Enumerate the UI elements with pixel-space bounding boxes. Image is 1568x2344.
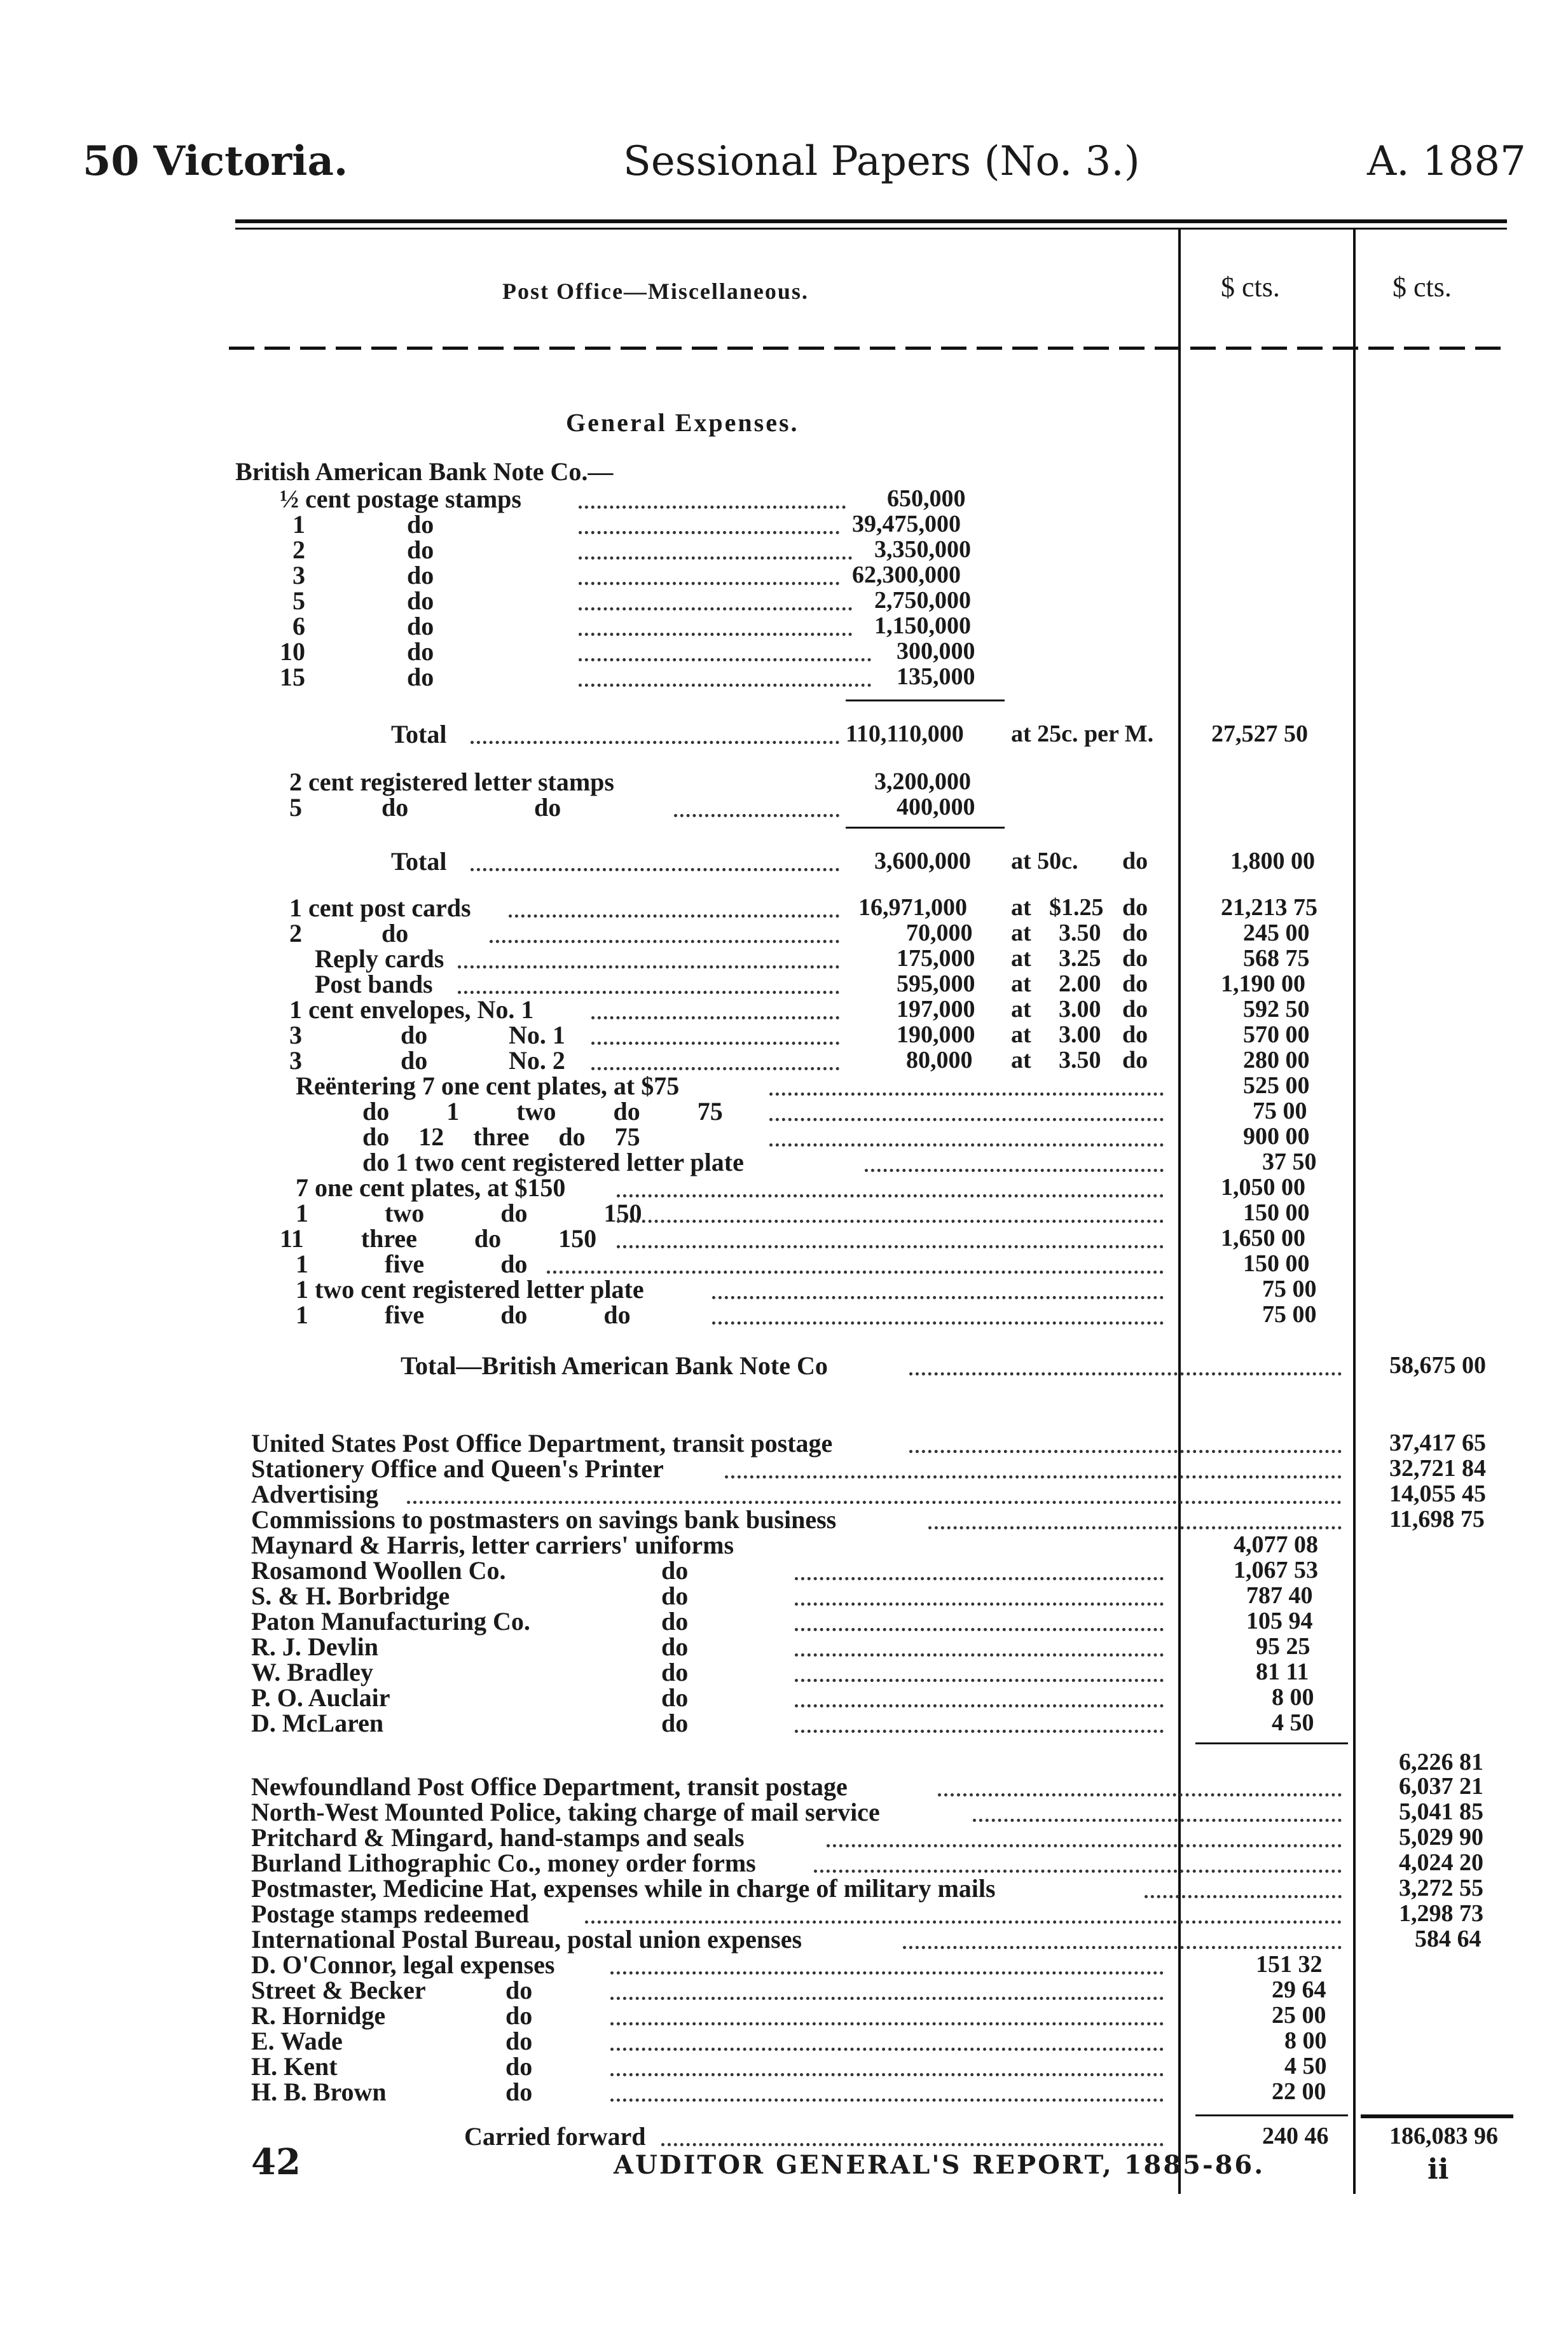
leader-dots [617,1220,1164,1223]
leader-dots [610,1997,1164,2000]
uniform-amount: 787 40 [1246,1582,1313,1609]
plate-text: 1 two cent registered letter plate [296,1275,644,1304]
plate-amount: 150 00 [1243,1199,1310,1226]
card-ditto: do [1122,1047,1148,1073]
card-rate: 2.00 [1059,970,1101,997]
uniform-amount: 8 00 [1272,1684,1314,1711]
card-ditto: do [1122,945,1148,972]
card-ditto-label: do [382,919,409,948]
stamp-label: 1 [292,510,305,539]
legal-label: R. Hornidge [251,2001,386,2030]
stamp-qty: 62,300,000 [852,562,961,588]
leader-dots [579,531,839,534]
top-rule-2 [235,228,1507,230]
stamp-qty: 1,150,000 [874,612,971,639]
plate-text: 7 one cent plates, at $150 [296,1173,566,1202]
leader-dots [579,684,871,687]
misc-amount: 3,272 55 [1399,1875,1483,1901]
legal-amount: 25 00 [1272,2002,1326,2029]
legal-label: D. O'Connor, legal expenses [251,1950,555,1979]
legal-label: H. Kent [251,2052,338,2081]
misc-label: Newfoundland Post Office Department, transit postage [251,1772,848,1801]
uniform-amount: 95 25 [1256,1633,1310,1660]
card-qty: 197,000 [897,996,975,1023]
uniform-amount: 1,067 53 [1234,1557,1318,1583]
other-amount: 37,417 65 [1389,1430,1486,1456]
footer-right: ii [1427,2153,1449,2186]
card-qty: 80,000 [906,1047,973,1073]
registered-num: 5 [289,793,302,822]
header-left: 50 Victoria. [83,137,348,185]
carried-amount-2: 186,083 96 [1389,2123,1498,2149]
plate-amount: 1,050 00 [1221,1174,1305,1201]
uniform-label: D. McLaren [251,1709,384,1737]
misc-label: North-West Mounted Police, taking charge of mail service [251,1798,880,1826]
card-ditto: do [1122,920,1148,946]
card-label: 3 [289,1021,302,1049]
card-ditto: do [1122,970,1148,997]
col1-header: $ cts. [1221,272,1280,303]
total-ditto: do [1122,848,1148,874]
leader-dots [458,965,839,969]
misc-label: Burland Lithographic Co., money order forms [251,1849,756,1877]
leader-dots [591,1016,839,1019]
other-label: Stationery Office and Queen's Printer [251,1454,664,1483]
total-amount: 1,800 00 [1230,848,1315,874]
stamp-ditto: do [407,510,434,539]
banknote-total-amount: 58,675 00 [1389,1352,1486,1379]
card-rate: 3.00 [1059,1021,1101,1048]
stamp-label: 6 [292,612,305,640]
subtotal-rule [846,700,1005,701]
stamp-qty: 3,350,000 [874,536,971,563]
carried-rule [1195,2114,1348,2116]
col1-left-border [1178,229,1181,2194]
leader-dots [903,1946,1342,1949]
legal-amount: 4 50 [1284,2053,1327,2079]
card-amount: 21,213 75 [1221,894,1317,921]
legal-label: E. Wade [251,2027,343,2055]
uniform-ditto: do [661,1582,689,1610]
leader-dots [579,607,852,610]
card-number: No. 1 [509,1021,565,1049]
plate-amount: 900 00 [1243,1123,1310,1150]
card-qty: 190,000 [897,1021,975,1048]
card-at: at [1011,920,1031,946]
uniform-label: W. Bradley [251,1658,373,1686]
leader-dots [591,1042,839,1045]
leader-dots [725,1475,1342,1479]
stamp-label: 3 [292,561,305,589]
card-ditto: do [1122,996,1148,1023]
card-ditto: do [1122,894,1148,921]
uniform-amount: 4,077 08 [1234,1531,1318,1558]
other-amount: 11,698 75 [1389,1506,1485,1533]
card-ditto-label: do [401,1046,428,1075]
other-label: Advertising [251,1480,378,1508]
legal-ditto: do [505,1976,533,2004]
card-amount: 1,190 00 [1221,970,1305,997]
leader-dots [547,1271,1164,1274]
registered-ditto: do [382,793,409,822]
uniform-label: Maynard & Harris, letter carriers' uniforms [251,1531,734,1559]
leader-dots [610,2073,1164,2076]
misc-amount: 1,298 73 [1399,1900,1483,1927]
card-label: 2 [289,919,302,948]
plate-amount: 75 00 [1262,1301,1317,1328]
total-label: Total [391,847,447,876]
stamp-label: ½ cent postage stamps [280,485,521,513]
leader-dots [407,1501,1342,1504]
leader-dots [795,1628,1164,1631]
leader-dots [509,914,839,918]
leader-dots [585,1920,1342,1924]
leader-dots [769,1093,1164,1096]
leader-dots [909,1450,1342,1453]
leader-dots [795,1653,1164,1657]
stamp-ditto: do [407,612,434,640]
card-amount: 592 50 [1243,996,1310,1023]
plate-amount: 525 00 [1243,1072,1310,1099]
carried-label: Carried forward [464,2122,646,2151]
stamp-qty: 650,000 [887,485,966,512]
misc-label: Postmaster, Medicine Hat, expenses while in charge of military mails [251,1874,996,1903]
header-under-rule [229,347,1501,350]
other-label: United States Post Office Department, transit postage [251,1429,833,1458]
misc-label: Postage stamps redeemed [251,1899,529,1928]
other-label: Commissions to postmasters on savings bank business [251,1505,837,1534]
total-rate: at 25c. per M. [1011,720,1154,747]
card-label: 3 [289,1046,302,1075]
card-label: Reply cards [315,944,444,973]
plate-text: Reëntering 7 one cent plates, at $75 [296,1072,680,1100]
card-rate: 3.50 [1059,1047,1101,1073]
plate-text: 1 five do [296,1250,528,1278]
card-label: 1 cent envelopes, No. 1 [289,995,534,1024]
plate-text: 1 five do do [296,1300,631,1329]
leader-dots [579,506,846,509]
plate-amount: 75 00 [1262,1276,1317,1302]
leader-dots [865,1169,1164,1172]
plate-text: do 1 two do 75 [362,1097,723,1126]
legal-ditto: do [505,2001,533,2030]
uniform-total-amount: 6,226 81 [1399,1749,1483,1775]
leader-dots [674,814,839,817]
total-rate: at 50c. [1011,848,1078,874]
misc-amount: 5,041 85 [1399,1798,1483,1825]
total-label: Total [391,720,447,748]
legal-label: H. B. Brown [251,2078,387,2106]
misc-amount: 584 64 [1415,1926,1482,1952]
uniform-label: S. & H. Borbridge [251,1582,450,1610]
plate-text: do 1 two cent registered letter plate [362,1148,744,1176]
card-at: at [1011,1047,1031,1073]
stamp-label: 15 [280,663,305,691]
card-rate: 3.00 [1059,996,1101,1023]
card-rate: 3.25 [1059,945,1101,972]
leader-dots [617,1245,1164,1248]
leader-dots [814,1870,1342,1873]
uniform-label: P. O. Auclair [251,1683,390,1712]
misc-label: Pritchard & Mingard, hand-stamps and seals [251,1823,745,1852]
section-heading: General Expenses. [566,408,799,437]
uniform-label: R. J. Devlin [251,1632,378,1661]
misc-amount: 4,024 20 [1399,1849,1483,1876]
stamp-qty: 2,750,000 [874,587,971,614]
leader-dots [610,2022,1164,2025]
leader-dots [795,1730,1164,1733]
leader-dots [610,2099,1164,2102]
header-center: Sessional Papers (No. 3.) [623,138,1140,185]
uniform-ditto: do [661,1607,689,1636]
stamp-ditto: do [407,535,434,564]
uniform-ditto: do [661,1709,689,1737]
legal-amount: 8 00 [1284,2027,1327,2054]
registered-ditto: do [534,793,561,822]
uniform-ditto: do [661,1683,689,1712]
leader-dots [579,556,852,560]
card-label: Post bands [315,970,433,998]
footer-title: AUDITOR GENERAL'S REPORT, 1885-86. [614,2150,1265,2180]
legal-ditto: do [505,2078,533,2106]
card-ditto-label: do [401,1021,428,1049]
leader-dots [617,1194,1164,1197]
legal-amount: 151 32 [1256,1951,1323,1978]
registered-label: 2 cent registered letter stamps [289,768,614,796]
leader-dots [490,940,839,943]
table-title: Post Office—Miscellaneous. [502,279,809,304]
leader-dots [928,1526,1342,1529]
stamp-ditto: do [407,663,434,691]
card-rate: 3.50 [1059,920,1101,946]
stamp-label: 2 [292,535,305,564]
misc-amount: 5,029 90 [1399,1824,1483,1851]
registered-qty: 400,000 [897,794,975,820]
other-amount: 32,721 84 [1389,1455,1486,1482]
plate-amount: 150 00 [1243,1250,1310,1277]
leader-dots [610,2048,1164,2051]
leader-dots [579,633,852,636]
subtotal-rule [1195,1742,1348,1744]
subtotal-rule [846,827,1005,829]
leader-dots [795,1603,1164,1606]
misc-label: International Postal Bureau, postal union expenses [251,1925,802,1954]
leader-dots [591,1067,839,1070]
leader-dots [973,1819,1342,1822]
plate-amount: 75 00 [1253,1098,1307,1124]
top-rule [235,219,1507,223]
carried-amount-1: 240 46 [1262,2123,1329,2149]
leader-dots [769,1118,1164,1121]
leader-dots [661,2143,1164,2146]
carried-rule-2 [1361,2114,1513,2118]
banknote-heading: British American Bank Note Co.— [235,457,614,486]
total-qty: 3,600,000 [874,848,971,874]
card-at: at [1011,1021,1031,1048]
card-amount: 570 00 [1243,1021,1310,1048]
uniform-ditto: do [661,1658,689,1686]
leader-dots [795,1679,1164,1682]
card-amount: 280 00 [1243,1047,1310,1073]
legal-ditto: do [505,2027,533,2055]
page-number: 42 [251,2141,301,2183]
uniform-label: Rosamond Woollen Co. [251,1556,506,1585]
uniform-ditto: do [661,1632,689,1661]
legal-label: Street & Becker [251,1976,426,2004]
card-number: No. 2 [509,1046,565,1075]
card-at: at [1011,996,1031,1023]
leader-dots [1145,1895,1342,1898]
card-at: at [1011,894,1031,921]
stamp-label: 5 [292,586,305,615]
col2-left-border [1353,229,1356,2194]
plate-text: 11 three do 150 [280,1224,597,1253]
banknote-total-label: Total—British American Bank Note Co [401,1351,828,1380]
leader-dots [795,1577,1164,1580]
other-amount: 14,055 45 [1389,1480,1486,1507]
leader-dots [795,1704,1164,1707]
card-amount: 245 00 [1243,920,1310,946]
uniform-amount: 4 50 [1272,1709,1314,1736]
uniform-label: Paton Manufacturing Co. [251,1607,530,1636]
leader-dots [471,868,839,871]
card-rate: $1.25 [1049,894,1104,921]
stamp-qty: 39,475,000 [852,511,961,537]
leader-dots [579,658,871,661]
card-ditto: do [1122,1021,1148,1048]
plate-text: do 12 three do 75 [362,1122,640,1151]
card-label: 1 cent post cards [289,893,471,922]
plate-text: 1 two do 150 [296,1199,642,1227]
card-qty: 595,000 [897,970,975,997]
legal-amount: 22 00 [1272,2078,1326,2105]
leader-dots [938,1793,1342,1796]
misc-amount: 6,037 21 [1399,1773,1483,1800]
leader-dots [712,1321,1164,1325]
uniform-amount: 81 11 [1256,1658,1309,1685]
leader-dots [712,1296,1164,1299]
col2-header: $ cts. [1393,272,1452,303]
leader-dots [909,1372,1342,1375]
leader-dots [458,991,839,994]
uniform-amount: 105 94 [1246,1608,1313,1634]
leader-dots [471,741,839,744]
plate-amount: 1,650 00 [1221,1225,1305,1251]
leader-dots [610,1971,1164,1975]
uniform-ditto: do [661,1556,689,1585]
card-at: at [1011,945,1031,972]
card-amount: 568 75 [1243,945,1310,972]
total-amount: 27,527 50 [1211,720,1308,747]
leader-dots [827,1844,1342,1847]
leader-dots [579,582,839,585]
header-right: A. 1887 [1367,138,1526,185]
card-qty: 16,971,000 [858,894,967,921]
stamp-label: 10 [280,637,305,666]
legal-amount: 29 64 [1272,1976,1326,2003]
plate-amount: 37 50 [1262,1148,1317,1175]
stamp-qty: 300,000 [897,638,975,665]
total-qty: 110,110,000 [846,720,964,747]
stamp-qty: 135,000 [897,663,975,690]
registered-qty: 3,200,000 [874,768,971,795]
stamp-ditto: do [407,586,434,615]
leader-dots [769,1143,1164,1147]
card-qty: 175,000 [897,945,975,972]
card-at: at [1011,970,1031,997]
legal-ditto: do [505,2052,533,2081]
stamp-ditto: do [407,561,434,589]
stamp-ditto: do [407,637,434,666]
card-qty: 70,000 [906,920,973,946]
